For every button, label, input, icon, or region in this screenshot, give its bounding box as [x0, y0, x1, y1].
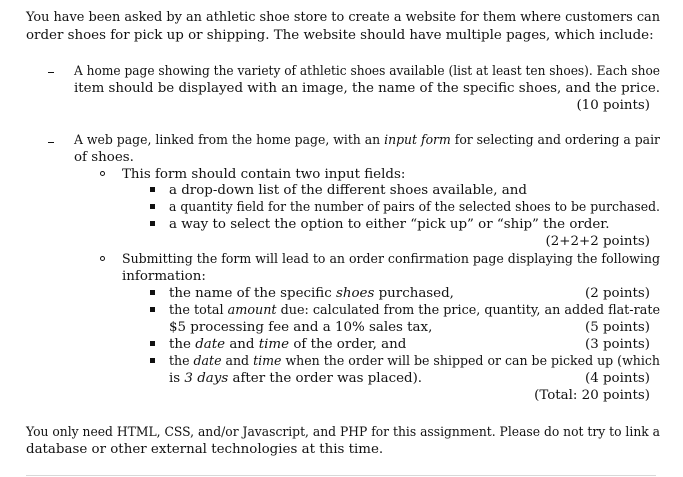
sub2-bullet-1-points: (2 points) [584, 286, 650, 301]
circle-bullet [100, 256, 105, 261]
square-bullet [150, 290, 155, 295]
item1-line-2: item should be displayed with an image, the name of the specific shoes, and the price. [74, 81, 660, 96]
sub2-line-1: Submitting the form will lead to an order confirmation page displaying the following [122, 252, 660, 267]
item1-points: (10 points) [576, 98, 650, 113]
sub2-bullet-1: the name of the specific shoes purchased, [169, 286, 454, 301]
intro-line-1: You have been asked by an athletic shoe store to create a website for them where customers can [26, 10, 660, 25]
sub1-text: This form should contain two input fields: [122, 167, 406, 182]
footer-line-1: You only need HTML, CSS, and/or Javascript, and PHP for this assignment. Please do not try to link a [26, 425, 660, 440]
square-bullet [150, 221, 155, 226]
sub1-points: (2+2+2 points) [545, 234, 650, 249]
sub1-bullet-1: a drop-down list of the different shoes available, and [169, 183, 527, 198]
square-bullet [150, 204, 155, 209]
sub2-bullet-3: the date and time of the order, and [169, 337, 407, 352]
sub2-bullet-3-points: (3 points) [584, 337, 650, 352]
sub2-bullet-2: the total amount due: calculated from the price, quantity, an added flat-rate [169, 303, 660, 318]
sub2-bullet-2-line-2: $5 processing fee and a 10% sales tax, [169, 320, 433, 335]
intro-line-2: order shoes for pick up or shipping. The website should have multiple pages, which include: [26, 28, 654, 43]
sub1-bullet-3: a way to select the option to either “pick up” or “ship” the order. [169, 217, 610, 232]
sub1-bullet-2: a quantity field for the number of pairs of the selected shoes to be purchased. [169, 200, 660, 215]
sub2-line-2: information: [122, 269, 206, 284]
bottom-divider [26, 475, 656, 476]
item2-line-1: A web page, linked from the home page, with an input form for selecting and ordering a pair [74, 133, 660, 148]
circle-bullet [100, 171, 105, 176]
total-points: (Total: 20 points) [534, 388, 650, 403]
sub2-bullet-4-line-2: is 3 days after the order was placed). [169, 371, 423, 386]
sub2-bullet-2-points: (5 points) [584, 320, 650, 335]
sub2-bullet-4: the date and time when the order will be shipped or can be picked up (which [169, 354, 660, 369]
dash-bullet [48, 72, 54, 73]
footer-line-2: database or other external technologies at this time. [26, 442, 384, 457]
dash-bullet [48, 142, 54, 143]
square-bullet [150, 341, 155, 346]
sub2-bullet-4-points: (4 points) [584, 371, 650, 386]
square-bullet [150, 358, 155, 363]
square-bullet [150, 307, 155, 312]
item1-line-1: A home page showing the variety of athletic shoes available (list at least ten shoes). Each shoe [74, 64, 660, 79]
item2-line-2: of shoes. [74, 150, 134, 165]
square-bullet [150, 187, 155, 192]
